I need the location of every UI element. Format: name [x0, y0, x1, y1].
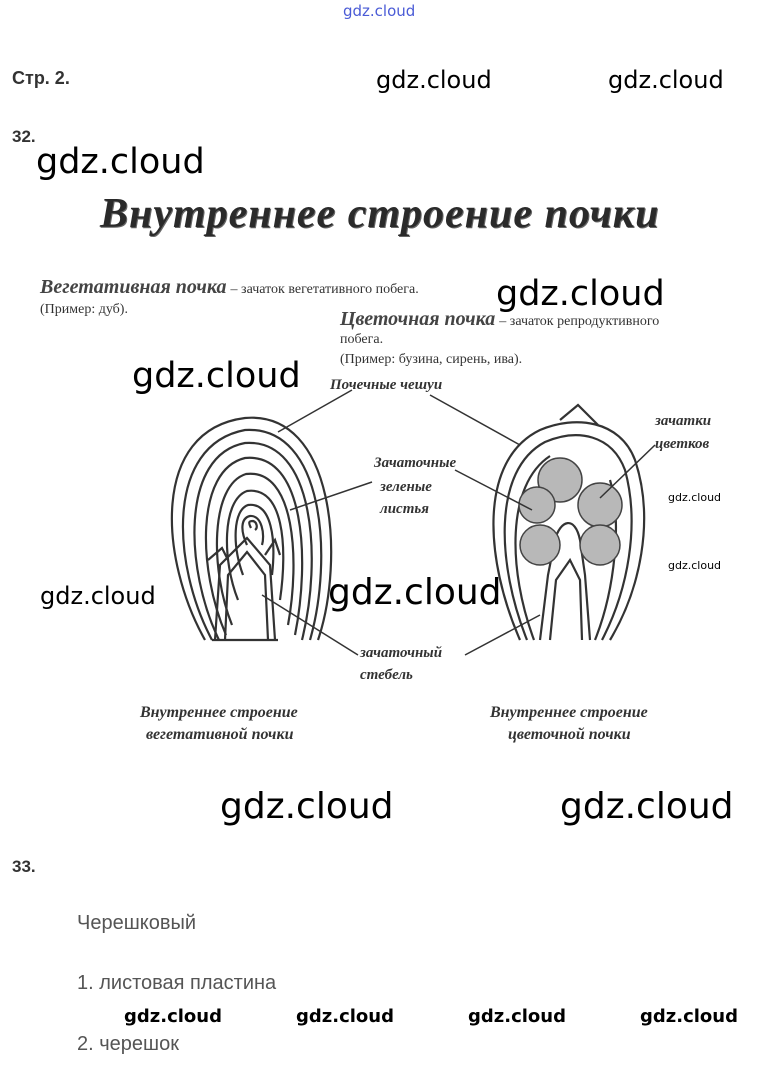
watermark: gdz.cloud	[668, 559, 722, 572]
watermark: gdz.cloud	[640, 1006, 738, 1027]
vegetative-example: (Пример: дуб).	[40, 302, 128, 317]
watermark: gdz.cloud	[468, 1006, 566, 1027]
label-flower-primordia-1: зачатки	[655, 413, 712, 429]
watermark: gdz.cloud	[220, 786, 394, 827]
watermark: gdz.cloud	[668, 491, 722, 504]
label-bud-scales: Почечные чешуи	[330, 377, 443, 393]
label-stem-1: зачаточный	[360, 645, 443, 661]
label-leaves-2: зеленые	[380, 479, 432, 495]
watermark: gdz.cloud	[328, 572, 502, 613]
watermark: gdz.cloud	[36, 142, 205, 182]
label-leaves-1: Зачаточные	[374, 455, 457, 471]
caption-vegetative-2: вегетативной почки	[146, 726, 294, 743]
leaf-type: Черешковый	[77, 912, 197, 934]
flower-text: – зачаток репродуктивного	[499, 314, 660, 329]
watermark: gdz.cloud	[124, 1006, 222, 1027]
label-leaves-3: листья	[380, 501, 429, 517]
watermark-top: gdz.cloud	[343, 2, 416, 20]
label-flower-primordia-2: цветков	[655, 436, 710, 452]
vegetative-term: Вегетативная почка	[40, 276, 227, 298]
diagram-title: Внутреннее строение почки	[100, 191, 660, 237]
caption-vegetative-1: Внутреннее строение	[140, 704, 298, 721]
page-label: Стр. 2.	[12, 68, 70, 88]
flower-definition-cont: побега.	[340, 332, 384, 347]
watermark: gdz.cloud	[376, 66, 492, 94]
flower-example: (Пример: бузина, сирень, ива).	[340, 352, 523, 367]
leaf-part-1: 1. листовая пластина	[77, 972, 277, 994]
watermark: gdz.cloud	[40, 582, 156, 610]
vegetative-bud-drawing	[172, 418, 331, 640]
vegetative-text: – зачаток вегетативного побега.	[230, 282, 419, 297]
task-33-number: 33.	[12, 857, 36, 876]
task-32-number: 32.	[12, 127, 36, 146]
flower-primordia	[519, 458, 622, 565]
flower-term: Цветочная почка	[340, 308, 496, 330]
caption-flower-2: цветочной почки	[508, 726, 631, 743]
flower-bud-drawing	[493, 405, 644, 640]
watermark: gdz.cloud	[132, 356, 301, 396]
leaf-part-2: 2. черешок	[77, 1033, 179, 1055]
watermark: gdz.cloud	[496, 274, 665, 314]
watermark: gdz.cloud	[560, 786, 734, 827]
caption-flower-1: Внутреннее строение	[490, 704, 648, 721]
watermark: gdz.cloud	[296, 1006, 394, 1027]
label-stem-2: стебель	[360, 667, 413, 683]
watermark: gdz.cloud	[608, 66, 724, 94]
